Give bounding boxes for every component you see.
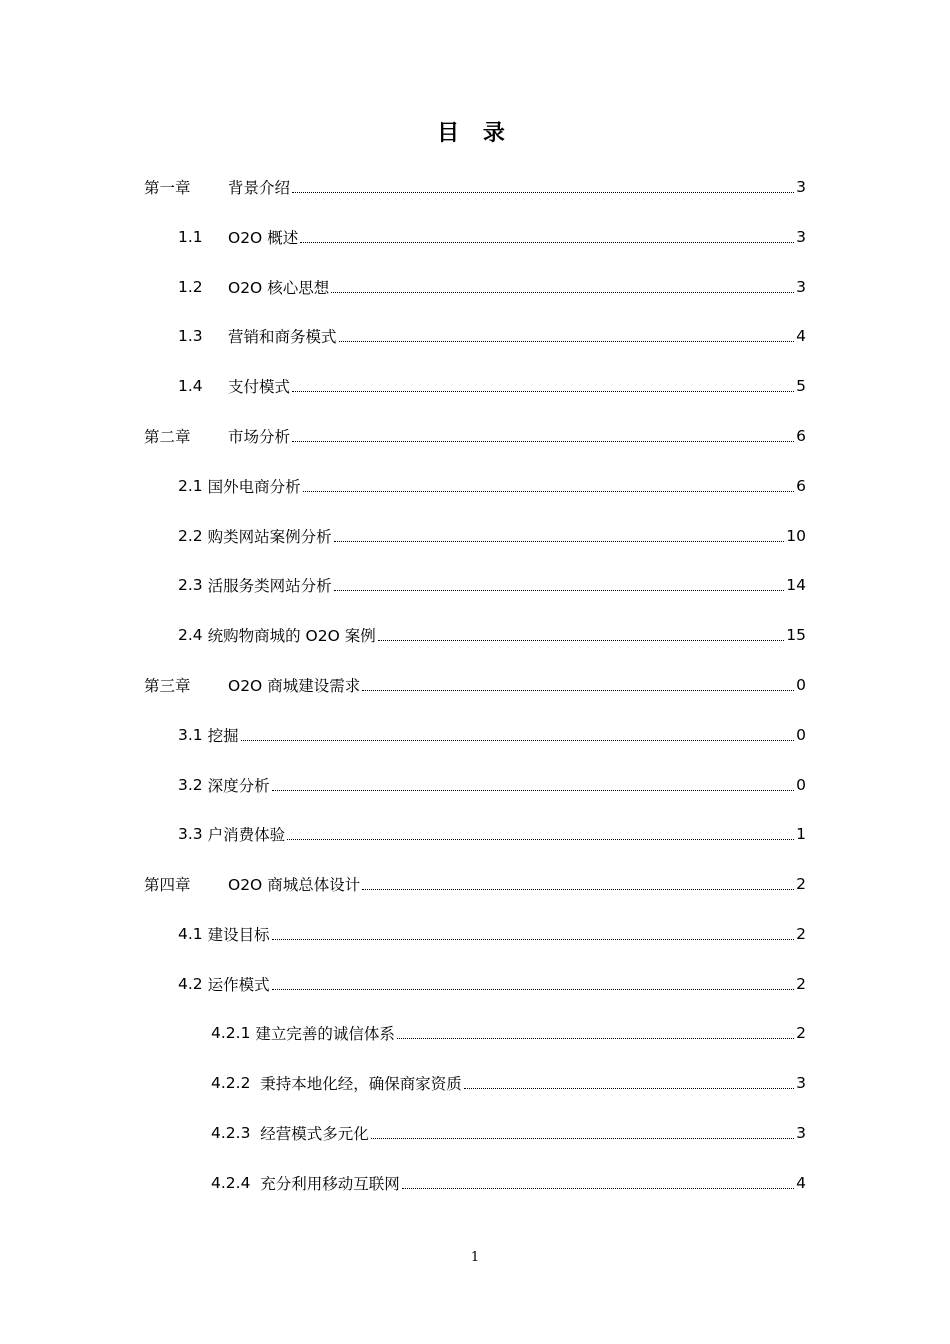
- page-title: 目 录: [437, 121, 513, 146]
- toc-entry-number: 4.2: [178, 975, 208, 993]
- toc-entry-title: O2O 商城建设需求: [228, 677, 361, 695]
- toc-leader-dots: [371, 1138, 794, 1139]
- toc-entry[interactable]: [211, 1168, 806, 1198]
- toc-entry[interactable]: [144, 869, 806, 899]
- toc-entry[interactable]: [178, 720, 806, 750]
- toc-entry-number: 4.2.3: [211, 1124, 261, 1142]
- toc-entry-page: 0: [796, 776, 806, 794]
- toc-entry[interactable]: [144, 421, 806, 451]
- toc-entry-title: 活服务类网站分析: [207, 577, 332, 595]
- toc-entry-page: 3: [796, 1074, 806, 1092]
- toc-leader-dots: [334, 590, 785, 591]
- toc-entry-title: 营销和商务模式: [228, 328, 337, 346]
- toc-entry-number: 第三章: [144, 677, 191, 695]
- toc-entry-number: 2.4: [178, 626, 208, 644]
- toc-entry-title: 建设目标: [207, 926, 270, 944]
- toc-entry-title: 秉持本地化经，确保商家资质: [260, 1075, 462, 1093]
- toc-leader-dots: [292, 192, 794, 193]
- toc-entry[interactable]: [178, 222, 806, 252]
- toc-entry-title: 运作模式: [207, 976, 270, 994]
- toc-entry-number: 2.2: [178, 527, 208, 545]
- toc-entry-number: 3.3: [178, 825, 208, 843]
- toc-entry-number: 1.2: [178, 278, 203, 296]
- toc-entry-page: 0: [796, 726, 806, 744]
- toc-entry[interactable]: [211, 1118, 806, 1148]
- toc-leader-dots: [402, 1188, 794, 1189]
- toc-leader-dots: [292, 441, 794, 442]
- toc-entry-title: 挖掘: [207, 727, 239, 745]
- toc-leader-dots: [378, 640, 785, 641]
- toc-leader-dots: [303, 491, 795, 492]
- toc-entry-number: 第四章: [144, 876, 191, 894]
- toc-entry[interactable]: [178, 321, 806, 351]
- toc-leader-dots: [331, 292, 794, 293]
- toc-entry-page: 3: [796, 228, 806, 246]
- toc-entry-title: 充分利用移动互联网: [260, 1175, 400, 1193]
- toc-entry-title: 统购物商城的 O2O 案例: [207, 627, 376, 645]
- toc-entry-title: 购类网站案例分析: [207, 528, 332, 546]
- toc-entry-page: 3: [796, 178, 806, 196]
- toc-leader-dots: [287, 839, 794, 840]
- toc-entry[interactable]: [178, 570, 806, 600]
- toc-entry-title: 深度分析: [207, 777, 270, 795]
- toc-entry-number: 4.2.4: [211, 1174, 261, 1192]
- toc-entry-page: 0: [796, 676, 806, 694]
- toc-entry-number: 1.4: [178, 377, 203, 395]
- toc-entry-page: 2: [796, 1024, 806, 1042]
- toc-entry[interactable]: [178, 272, 806, 302]
- toc-entry-number: 4.2.1: [211, 1024, 256, 1042]
- toc-entry-number: 4.2.2: [211, 1074, 261, 1092]
- toc-entry-title: 支付模式: [228, 378, 291, 396]
- toc-entry-page: 10: [786, 527, 806, 545]
- toc-entry-page: 3: [796, 1124, 806, 1142]
- toc-entry[interactable]: [144, 172, 806, 202]
- toc-entry-title: 建立完善的诚信体系: [255, 1025, 395, 1043]
- toc-entry[interactable]: [178, 620, 806, 650]
- toc-leader-dots: [241, 740, 795, 741]
- toc-entry-page: 2: [796, 975, 806, 993]
- toc-entry-title: 国外电商分析: [207, 478, 301, 496]
- toc-entry-page: 6: [796, 477, 806, 495]
- toc-entry[interactable]: [211, 1018, 806, 1048]
- toc-entry[interactable]: [178, 521, 806, 551]
- toc-entry-title: 背景介绍: [228, 179, 291, 197]
- toc-entry-page: 4: [796, 1174, 806, 1192]
- toc-leader-dots: [464, 1088, 794, 1089]
- toc-entry-number: 3.2: [178, 776, 208, 794]
- toc-leader-dots: [362, 889, 794, 890]
- toc-entry[interactable]: [178, 919, 806, 949]
- toc-entry-title: O2O 概述: [228, 229, 299, 247]
- toc-entry-number: 2.1: [178, 477, 208, 495]
- toc-entry-page: 15: [786, 626, 806, 644]
- toc-entry-title: 经营模式多元化: [260, 1125, 369, 1143]
- toc-entry-page: 1: [796, 825, 806, 843]
- toc-entry[interactable]: [178, 969, 806, 999]
- toc-leader-dots: [362, 690, 794, 691]
- toc-entry-page: 2: [796, 875, 806, 893]
- toc-entry-number: 2.3: [178, 576, 208, 594]
- toc-entry[interactable]: [178, 819, 806, 849]
- toc-entry-page: 14: [786, 576, 806, 594]
- toc-entry[interactable]: [178, 471, 806, 501]
- toc-entry-number: 第一章: [144, 179, 191, 197]
- toc-entry-title: O2O 核心思想: [228, 279, 330, 297]
- toc-entry[interactable]: [178, 371, 806, 401]
- toc-entry[interactable]: [211, 1068, 806, 1098]
- toc-entry-number: 4.1: [178, 925, 208, 943]
- toc-entry-page: 6: [796, 427, 806, 445]
- toc-entry-page: 4: [796, 327, 806, 345]
- toc-leader-dots: [334, 541, 785, 542]
- toc-leader-dots: [397, 1038, 794, 1039]
- page-number: 1: [470, 1250, 480, 1265]
- toc-entry-number: 1.1: [178, 228, 203, 246]
- toc-entry-title: 市场分析: [228, 428, 291, 446]
- toc-entry-title: O2O 商城总体设计: [228, 876, 361, 894]
- toc-entry-page: 2: [796, 925, 806, 943]
- toc-entry[interactable]: [178, 770, 806, 800]
- toc-entry-page: 5: [796, 377, 806, 395]
- toc-leader-dots: [339, 341, 795, 342]
- toc-leader-dots: [272, 989, 795, 990]
- toc-entry-number: 3.1: [178, 726, 208, 744]
- toc-entry-number: 1.3: [178, 327, 203, 345]
- toc-leader-dots: [300, 242, 794, 243]
- toc-leader-dots: [292, 391, 794, 392]
- toc-entry-page: 3: [796, 278, 806, 296]
- toc-entry[interactable]: [144, 670, 806, 700]
- toc-leader-dots: [272, 939, 795, 940]
- toc-leader-dots: [272, 790, 795, 791]
- toc-entry-number: 第二章: [144, 428, 191, 446]
- toc-entry-title: 户消费体验: [207, 826, 286, 844]
